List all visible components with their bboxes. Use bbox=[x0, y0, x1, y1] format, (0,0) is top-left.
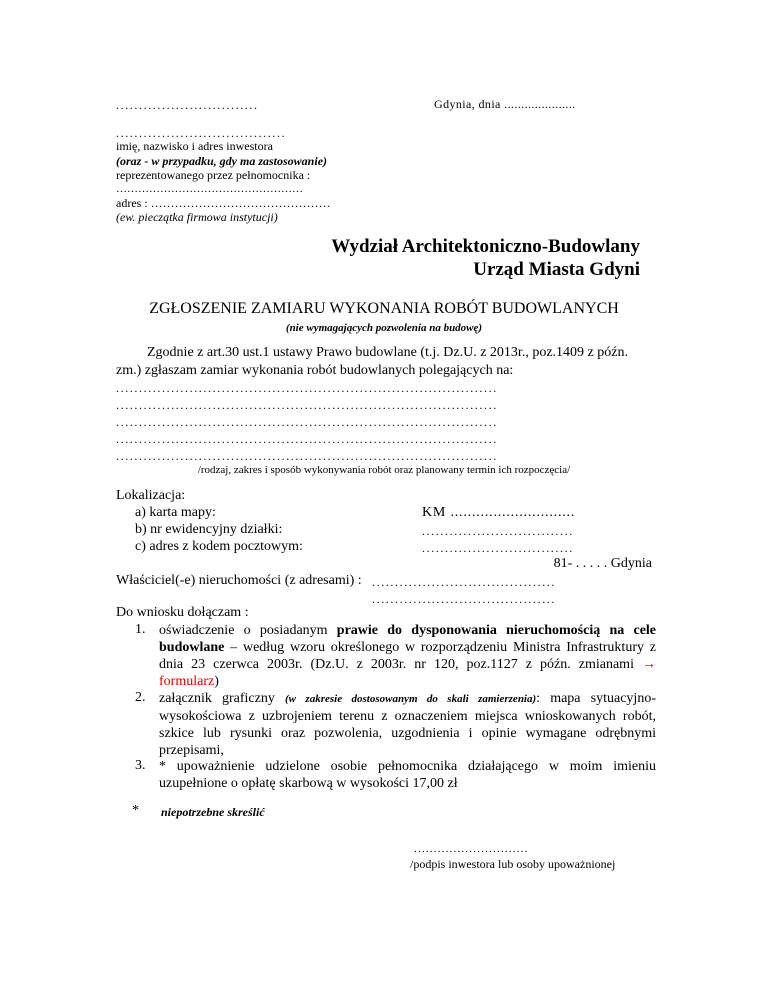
works-dot-line: ................................................................................... bbox=[116, 415, 498, 429]
postal-address-label: c) adres z kodem pocztowym: bbox=[135, 539, 303, 554]
owner-field: ........................................ bbox=[372, 575, 556, 589]
attachment-2-number: 2. bbox=[135, 690, 146, 705]
attachment-2-text-cont: : mapa sytuacyjno-wysokościowa z uzbrojeniem terenu z oznaczeniem miejsca wnioskowanych robót, szkice lub rysunki oraz pozwolenia, uzgodnienia i opinie wymagane odrębnymi przepisami, bbox=[159, 691, 656, 758]
attachment-2-note: (w zakresie dostosowanym do skali zamierzenia) bbox=[285, 693, 537, 705]
attachment-1 bbox=[159, 622, 656, 690]
stamp-note: (ew. pieczątka firmowa instytucji) bbox=[116, 210, 278, 224]
postal-code-field: 81- . . . . . Gdynia bbox=[553, 556, 652, 571]
signature-dots: ............................. bbox=[414, 843, 529, 855]
investor-dots: ..................................... bbox=[116, 126, 287, 140]
intro-line2: zm.) zgłaszam zamiar wykonania robót budowlanych polegających na: bbox=[116, 363, 514, 378]
works-dot-line: ................................................................................... bbox=[116, 432, 498, 446]
works-caption: /rodzaj, zakres i sposób wykonywania robót oraz planowany termin ich rozpoczęcia/ bbox=[197, 464, 571, 476]
attachment-1-bold: prawie do dysponowania nieruchomością na cele budowlane bbox=[159, 623, 657, 655]
investor-label: imię, nazwisko i adres inwestora bbox=[116, 139, 273, 153]
attachment-2-text: załącznik graficzny bbox=[159, 691, 286, 706]
addressee-line1: Wydział Architektoniczno-Budowlany bbox=[331, 236, 640, 257]
footnote-text: niepotrzebne skreślić bbox=[161, 805, 265, 819]
map-sheet-label: a) karta mapy: bbox=[135, 505, 216, 520]
attachments-heading: Do wniosku dołączam : bbox=[116, 605, 249, 620]
address-label: adres : ……………………………………… bbox=[116, 196, 331, 210]
investor-note: (oraz - w przypadku, gdy ma zastosowanie) bbox=[116, 154, 328, 168]
addressee-line2: Urząd Miasta Gdyni bbox=[473, 259, 640, 280]
postal-address-field: ................................. bbox=[422, 541, 574, 555]
proxy-label: reprezentowanego przez pełnomocnika : bbox=[116, 168, 311, 182]
map-sheet-field: KM ............................. bbox=[422, 505, 576, 520]
plot-number-field: ................................. bbox=[422, 524, 574, 538]
form-link[interactable]: → formularz bbox=[159, 657, 656, 689]
owner-field: ........................................ bbox=[372, 592, 556, 606]
attachment-3-number: 3. bbox=[135, 758, 146, 773]
attachment-3: * upoważnienie udzielone osobie pełnomocnika działającego w moim imieniu uzupełnione o opłatę skarbową w wysokości 17,00 zł bbox=[159, 759, 656, 791]
footnote-star: * bbox=[132, 803, 139, 818]
place-date-field: Gdynia, dnia ..................... bbox=[434, 97, 576, 111]
location-heading: Lokalizacja: bbox=[116, 488, 186, 503]
owner-label: Właściciel(-e) nieruchomości (z adresami) : bbox=[116, 573, 362, 588]
plot-number-label: b) nr ewidencyjny działki: bbox=[135, 522, 283, 537]
form-subtitle: (nie wymagających pozwolenia na budowę) bbox=[285, 322, 483, 334]
works-dot-line: ................................................................................... bbox=[116, 449, 498, 463]
attachment-1-end: ) bbox=[214, 674, 219, 689]
proxy-dots: …………………………………………… bbox=[116, 183, 303, 195]
works-dot-line: ................................................................................... bbox=[116, 398, 498, 412]
attachment-1-number: 1. bbox=[135, 622, 146, 637]
header-left-dots: ............................... bbox=[116, 98, 259, 112]
attachment-2 bbox=[159, 690, 656, 759]
intro-line1: Zgodnie z art.30 ust.1 ustawy Prawo budowlane (t.j. Dz.U. z 2013r., poz.1409 z późn. bbox=[147, 345, 628, 360]
works-dot-line: ................................................................................... bbox=[116, 381, 498, 395]
attachment-1-text: oświadczenie o posiadanym bbox=[159, 623, 337, 638]
form-title: ZGŁOSZENIE ZAMIARU WYKONANIA ROBÓT BUDOWLANYCH bbox=[149, 300, 619, 317]
signature-label: /podpis inwestora lub osoby upoważnionej bbox=[410, 857, 616, 871]
attachment-1-text-cont: – według wzoru określonego w rozporządzeniu Ministra Infrastruktury z dnia 23 czerwca 2003r. (Dz.U. z 2003r. nr 120, poz.1127 z późn. zmianami bbox=[159, 640, 656, 672]
